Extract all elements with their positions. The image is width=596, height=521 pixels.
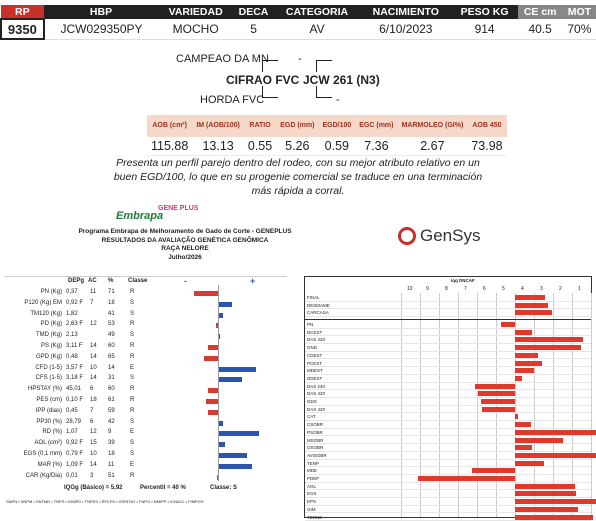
pedigree-line bbox=[316, 86, 332, 98]
dep-cell-cls: E bbox=[130, 364, 135, 371]
program-title bbox=[60, 228, 310, 262]
program-title-line: Julho/2026 bbox=[168, 253, 202, 261]
dep-bar bbox=[194, 291, 218, 296]
gensys-trait: EGS bbox=[307, 491, 317, 497]
dep-cell-trait: PES (cm) bbox=[36, 397, 62, 403]
gensys-bar bbox=[515, 422, 531, 427]
dep-cell-ac: 18 bbox=[90, 397, 97, 403]
classe-value: Classe: S bbox=[210, 485, 238, 491]
categoria-value: AV bbox=[274, 19, 360, 39]
header-rp: RP bbox=[1, 5, 44, 19]
gensys-trait: GND bbox=[307, 345, 317, 351]
dep-cell-ac: 14 bbox=[90, 353, 97, 360]
dep-bar bbox=[208, 388, 218, 393]
gensys-trait: MDEST bbox=[307, 368, 323, 374]
animal-info-table bbox=[0, 5, 596, 40]
gensys-row bbox=[305, 444, 591, 452]
dep-row bbox=[4, 374, 287, 385]
idx-value: 0.55 bbox=[244, 137, 276, 156]
header-nacimiento: NACIMIENTO bbox=[360, 5, 452, 19]
dep-cell-dep: 3,11 F bbox=[66, 343, 83, 349]
gensys-bar bbox=[418, 476, 515, 481]
gensys-trait: CSOBR bbox=[307, 422, 324, 428]
gensys-trait: AOL bbox=[307, 483, 317, 489]
gensys-trait: DDEST bbox=[307, 375, 323, 381]
gensys-bar bbox=[515, 376, 522, 381]
dep-cell-trait: PN (Kg) bbox=[40, 289, 62, 295]
gensys-row bbox=[305, 475, 591, 483]
dep-cell-ac: 14 bbox=[90, 343, 97, 349]
geneplus-logo bbox=[158, 205, 198, 213]
idx-header: EGC (mm) bbox=[355, 115, 397, 137]
dep-bar bbox=[218, 453, 247, 458]
dep-cell-dep: 0,37 bbox=[66, 289, 78, 295]
dep-cell-dep: 3,18 F bbox=[66, 375, 84, 382]
dep-cell-trait: AOL (cm²) bbox=[34, 440, 62, 447]
gensys-row bbox=[305, 506, 591, 514]
pedigree-line bbox=[316, 60, 332, 72]
dep-cell-trait: EGS (0,1 mm) bbox=[23, 451, 62, 457]
dep-cell-cls: R bbox=[130, 397, 135, 403]
dep-cell-pct: 9 bbox=[108, 429, 112, 436]
dep-cell-pct: 61 bbox=[108, 397, 115, 403]
gensys-row bbox=[305, 429, 591, 437]
gensys-trait: EPS bbox=[307, 499, 317, 505]
dep-bar bbox=[206, 399, 218, 404]
scale-label: 9 bbox=[426, 286, 429, 292]
lchart-footnote: SNPN • SNPM • SNTMD • TNPS • IOMPD • TNPES • RFCFS • IORSTAY • FNPG • NMIPP • ICNACL • FIMPGS bbox=[6, 499, 204, 504]
idx-header: MARMOLEO (GI%) bbox=[397, 115, 467, 137]
gensys-bar bbox=[515, 303, 548, 308]
dep-cell-dep: 0,92 F bbox=[66, 440, 84, 447]
block-separator bbox=[305, 319, 591, 320]
gensys-bar bbox=[515, 330, 532, 335]
dep-cell-pct: 31 bbox=[108, 375, 115, 382]
gensys-row bbox=[305, 406, 591, 414]
lchart-plus: + bbox=[250, 276, 256, 286]
gensys-trait: GDS bbox=[307, 399, 317, 404]
dep-cell-trait: GPD (Kg) bbox=[35, 353, 62, 360]
gensys-row bbox=[305, 321, 591, 329]
gensys-row bbox=[305, 383, 591, 391]
header-ce: CE cm bbox=[518, 5, 563, 19]
dep-cell-ac: 14 bbox=[90, 461, 97, 468]
gensys-bar bbox=[478, 391, 515, 396]
dep-cell-ac: 7 bbox=[90, 299, 94, 306]
gensys-row bbox=[305, 498, 591, 506]
pedigree bbox=[0, 50, 596, 110]
dep-row bbox=[4, 428, 287, 439]
gensys-row bbox=[305, 460, 591, 468]
dep-row bbox=[4, 342, 287, 353]
gensys-row bbox=[305, 375, 591, 383]
gensys-trait: PSOBR bbox=[307, 429, 323, 435]
gensys-icon bbox=[398, 227, 416, 245]
dep-cell-trait: CFD (1-5) bbox=[35, 364, 62, 371]
dep-cell-pct: 60 bbox=[108, 343, 115, 349]
variedad-value: MOCHO bbox=[158, 19, 233, 39]
dep-cell-trait: MAR (%) bbox=[37, 461, 62, 468]
dep-cell-trait: PP30 (%) bbox=[36, 418, 62, 425]
dep-cell-pct: 65 bbox=[108, 353, 115, 360]
gensys-bar bbox=[515, 461, 544, 466]
dep-cell-trait: RD (%) bbox=[42, 429, 62, 436]
dep-cell-dep: 3,57 F bbox=[66, 364, 84, 371]
dep-cell-ac: 12 bbox=[90, 429, 97, 436]
dep-cell-cls: S bbox=[130, 418, 135, 425]
dep-row bbox=[4, 299, 287, 310]
dep-cell-cls: R bbox=[130, 289, 135, 295]
header-variedad: VARIEDAD bbox=[158, 5, 233, 19]
idx-value: 115.88 bbox=[147, 137, 192, 156]
gensys-bar bbox=[515, 491, 576, 496]
gensys-bar bbox=[515, 499, 596, 504]
gensys-row bbox=[305, 390, 591, 398]
dep-cell-pct: 18 bbox=[108, 299, 115, 306]
dep-cell-dep: 0,79 F bbox=[66, 451, 84, 457]
gensys-trait: MSOBR bbox=[307, 437, 324, 443]
dep-cell-pct: 11 bbox=[108, 461, 115, 468]
embrapa-dep-chart bbox=[4, 276, 287, 516]
gensys-trait: GIM bbox=[307, 506, 316, 512]
dep-cell-cls: S bbox=[130, 310, 135, 317]
scale-label: 8 bbox=[445, 286, 448, 292]
dep-cell-dep: 1,07 bbox=[66, 429, 78, 436]
dep-cell-cls: R bbox=[130, 386, 135, 393]
geneplus-logo-text: GENE PLUS bbox=[158, 205, 199, 212]
idx-value: 2.67 bbox=[397, 137, 467, 156]
header-peso: PESO KG bbox=[452, 5, 518, 19]
animal-description: Presenta un perfil parejo dentro del rodeo, con su mejor atributo relativo en un buen EGD/100, lo que en su progenie comercial se traduce en una terminación más rápida a corral. bbox=[113, 157, 483, 197]
idx-header: AOB (cm²) bbox=[147, 115, 192, 137]
gensys-bar bbox=[515, 361, 542, 366]
dep-bar bbox=[218, 464, 252, 469]
dep-cell-dep: 2,63 F bbox=[66, 321, 84, 328]
dep-bar bbox=[218, 431, 259, 436]
gensys-row bbox=[305, 302, 591, 310]
dep-cell-cls: R bbox=[130, 472, 135, 479]
peso-value: 914 bbox=[452, 19, 518, 39]
dep-cell-dep: 0,10 F bbox=[66, 397, 84, 403]
rchart-header: Iqq DNCAF bbox=[451, 278, 475, 283]
dam-side-dash: - bbox=[336, 94, 340, 106]
dep-cell-trait: TM120 (Kg) bbox=[30, 310, 62, 317]
lchart-header: Classe bbox=[128, 278, 148, 284]
idx-value: 5.26 bbox=[276, 137, 318, 156]
gensys-row bbox=[305, 352, 591, 360]
dep-cell-pct: 49 bbox=[108, 332, 115, 339]
gensys-logo-text: GenSys bbox=[420, 226, 481, 245]
dep-bar bbox=[204, 356, 218, 361]
gensys-bar bbox=[515, 368, 534, 373]
dep-row bbox=[4, 418, 287, 429]
gensys-row bbox=[305, 452, 591, 460]
dep-cell-dep: 1,09 F bbox=[66, 461, 84, 468]
dep-row bbox=[4, 364, 287, 375]
dep-bar bbox=[208, 410, 218, 415]
dep-cell-pct: 60 bbox=[108, 386, 115, 393]
idx-header: EGD/100 bbox=[318, 115, 355, 137]
gensys-bar bbox=[501, 322, 515, 327]
carcass-indices-table bbox=[147, 115, 507, 156]
gensys-row bbox=[305, 514, 591, 521]
dep-cell-ac: 12 bbox=[90, 321, 97, 328]
gensys-trait: CDEST bbox=[307, 352, 323, 358]
gensys-trait: DAS 420 bbox=[307, 406, 326, 412]
rp-value: 9350 bbox=[1, 19, 44, 39]
gensys-trait: MDE bbox=[307, 468, 317, 474]
gensys-trait: FINAL bbox=[307, 295, 320, 300]
gensys-bar bbox=[475, 384, 515, 389]
dep-cell-trait: P120 (Kg) EM bbox=[24, 299, 62, 306]
gensys-bar bbox=[515, 515, 593, 520]
gensys-bar bbox=[515, 445, 532, 450]
sire-side-dash: - bbox=[298, 53, 302, 65]
dep-cell-ac: 7 bbox=[90, 407, 94, 414]
dep-cell-ac: 11 bbox=[90, 289, 97, 295]
program-title-line: RESULTADOS DA AVALIAÇÃO GENÉTICA GENÔMICA bbox=[101, 236, 269, 244]
gensys-row bbox=[305, 336, 591, 344]
dep-cell-pct: 53 bbox=[108, 321, 115, 328]
dep-cell-pct: 14 bbox=[108, 364, 115, 371]
header-mot: MOT bbox=[563, 5, 596, 19]
dep-cell-trait: CFS (1-5) bbox=[35, 375, 62, 382]
dep-bar bbox=[218, 442, 225, 447]
dep-row bbox=[4, 450, 287, 461]
idx-value: 7.36 bbox=[355, 137, 397, 156]
dep-cell-dep: 0,48 bbox=[66, 353, 78, 360]
lchart-header: AC bbox=[88, 278, 97, 284]
idx-header: RATIO bbox=[244, 115, 276, 137]
gensys-trait: TENP bbox=[307, 460, 320, 466]
gensys-chart bbox=[304, 276, 592, 518]
gensys-bar bbox=[515, 430, 596, 435]
mot-value: 70% bbox=[563, 19, 596, 39]
gensys-bar bbox=[515, 337, 583, 342]
percentil-value: Percentil = 40 % bbox=[140, 485, 186, 491]
dep-cell-trait: PS (Kg) bbox=[40, 343, 62, 349]
sire-name: CIFRAO FVC bbox=[226, 73, 300, 87]
gensys-bar bbox=[515, 345, 581, 350]
gensys-bar bbox=[515, 353, 538, 358]
dam-name: JCW 261 (N3) bbox=[303, 73, 380, 87]
dep-cell-ac: 6 bbox=[90, 386, 94, 393]
dep-cell-cls: S bbox=[130, 440, 135, 447]
gensys-trait: OSOBR bbox=[307, 445, 324, 451]
gensys-row bbox=[305, 309, 591, 317]
dam-of-sire: HORDA FVC bbox=[200, 94, 265, 106]
dep-row bbox=[4, 461, 287, 472]
gensys-trait: AVISOBR bbox=[307, 452, 327, 458]
dep-cell-dep: 28,79 bbox=[66, 418, 82, 425]
gensys-row bbox=[305, 367, 591, 375]
gensys-row bbox=[305, 421, 591, 429]
dep-cell-ac: 14 bbox=[90, 375, 97, 382]
dep-cell-ac: 15 bbox=[90, 440, 97, 447]
scale-label: 1 bbox=[578, 286, 581, 292]
dep-cell-cls: S bbox=[130, 332, 135, 339]
dep-cell-ac: 6 bbox=[90, 418, 94, 425]
dep-cell-cls: R bbox=[130, 407, 135, 414]
sire-of-sire: CAMPEAO DA MN bbox=[176, 53, 269, 65]
idx-value: 0.59 bbox=[318, 137, 355, 156]
dep-cell-dep: 2,13 bbox=[66, 332, 78, 339]
program-title-line: Programa Embrapa de Melhoramento de Gado de Corte - GENEPLUS bbox=[78, 228, 292, 235]
gensys-logo bbox=[398, 226, 480, 246]
scale-label: 3 bbox=[540, 286, 543, 292]
gensys-trait: PDEP bbox=[307, 476, 320, 481]
dep-bar bbox=[208, 345, 218, 350]
ce-value: 40.5 bbox=[518, 19, 563, 39]
header-hbp: HBP bbox=[44, 5, 159, 19]
dep-row bbox=[4, 407, 287, 418]
scale-label: 5 bbox=[502, 286, 505, 292]
dep-row bbox=[4, 396, 287, 407]
dep-row bbox=[4, 353, 287, 364]
gensys-bar bbox=[481, 399, 515, 404]
dep-cell-ac: 3 bbox=[90, 472, 94, 479]
gensys-bar bbox=[515, 310, 552, 315]
hbp-value: JCW029350PY bbox=[44, 19, 159, 39]
gensys-trait: DAS 420 bbox=[307, 337, 326, 343]
dep-cell-cls: R bbox=[130, 353, 135, 360]
scale-label: 2 bbox=[559, 286, 562, 292]
gensys-trait: PCEST bbox=[307, 360, 323, 366]
grid-line bbox=[591, 293, 592, 517]
gensys-row bbox=[305, 344, 591, 352]
gensys-row bbox=[305, 490, 591, 498]
embrapa-logo bbox=[116, 210, 163, 222]
dep-cell-pct: 39 bbox=[108, 440, 115, 447]
dep-cell-pct: 59 bbox=[108, 407, 115, 414]
dep-cell-cls: S bbox=[130, 451, 135, 457]
dep-cell-dep: 1,82 bbox=[66, 310, 78, 317]
dep-cell-pct: 71 bbox=[108, 289, 115, 295]
scale-label: 4 bbox=[521, 286, 524, 292]
scale-label: 10 bbox=[407, 286, 413, 292]
dep-cell-cls: S bbox=[130, 299, 135, 306]
dep-cell-ac: 10 bbox=[90, 364, 97, 371]
lchart-header: DEPg bbox=[68, 278, 85, 284]
gensys-row bbox=[305, 483, 591, 491]
gensys-trait: CAT bbox=[307, 414, 316, 420]
pedigree-line bbox=[262, 60, 278, 72]
gensys-bar bbox=[515, 295, 545, 300]
dep-zero-axis bbox=[218, 285, 219, 481]
gensys-bar bbox=[515, 453, 596, 458]
deca-value: 5 bbox=[233, 19, 274, 39]
iqg-value: IQGg (Básico) = 5,92 bbox=[64, 485, 123, 491]
gensys-trait: PN bbox=[307, 322, 314, 327]
dep-cell-trait: HPSTAY (%) bbox=[27, 386, 62, 393]
idx-header: AOB 450 bbox=[467, 115, 506, 137]
scale-label: 7 bbox=[464, 286, 467, 292]
gensys-bar bbox=[515, 414, 518, 419]
gensys-bar bbox=[515, 507, 578, 512]
dep-cell-trait: TMD (Kg) bbox=[36, 332, 62, 339]
header-categoria: CATEGORIA bbox=[274, 5, 360, 19]
dep-cell-cls: R bbox=[130, 321, 135, 328]
dep-cell-dep: 0,92 F bbox=[66, 299, 84, 306]
embrapa-logo-text: Embrapa bbox=[116, 210, 164, 222]
gensys-trait: TERNE bbox=[307, 514, 323, 520]
pedigree-line bbox=[262, 86, 278, 98]
gensys-trait: DCEST bbox=[307, 329, 323, 335]
idx-value: 13.13 bbox=[192, 137, 244, 156]
dep-cell-cls: S bbox=[130, 375, 135, 382]
dep-bar bbox=[218, 377, 242, 382]
dep-cell-trait: PD (Kg) bbox=[40, 321, 62, 328]
dep-row bbox=[4, 310, 287, 321]
program-title-line: RAÇA NELORE bbox=[161, 245, 209, 252]
gensys-row bbox=[305, 398, 591, 406]
dep-row bbox=[4, 331, 287, 342]
idx-value: 73.98 bbox=[467, 137, 506, 156]
idx-header: EGD (mm) bbox=[276, 115, 318, 137]
gensys-trait: DAS 240 bbox=[307, 383, 326, 389]
gensys-row bbox=[305, 413, 591, 421]
dep-row bbox=[4, 320, 287, 331]
idx-header: IM (AOB/100) bbox=[192, 115, 244, 137]
dep-cell-trait: CAR (Kg/Dia) bbox=[25, 472, 62, 479]
gensys-row bbox=[305, 360, 591, 368]
dep-cell-cls: E bbox=[130, 429, 135, 436]
gensys-bar bbox=[515, 484, 575, 489]
gensys-trait: DAS 420 bbox=[307, 391, 326, 397]
gensys-trait: CARCASA bbox=[307, 310, 329, 316]
dep-cell-dep: 45,01 bbox=[66, 386, 82, 393]
dep-row bbox=[4, 385, 287, 396]
gensys-bar bbox=[482, 407, 515, 412]
gensys-trait: DESMAME bbox=[307, 302, 330, 308]
dep-cell-cls: E bbox=[130, 461, 135, 468]
dep-cell-pct: 51 bbox=[108, 472, 115, 479]
scale-label: 6 bbox=[483, 286, 486, 292]
dep-cell-pct: 41 bbox=[108, 310, 115, 317]
dep-cell-cls: R bbox=[130, 343, 135, 349]
gensys-bar bbox=[515, 438, 563, 443]
dep-row bbox=[4, 439, 287, 450]
gensys-row bbox=[305, 437, 591, 445]
dep-row bbox=[4, 288, 287, 299]
dep-cell-pct: 42 bbox=[108, 418, 115, 425]
header-deca: DECA bbox=[233, 5, 274, 19]
gensys-row bbox=[305, 467, 591, 475]
dep-bar bbox=[218, 302, 232, 307]
lchart-header: % bbox=[108, 278, 114, 284]
dep-cell-dep: 0,45 bbox=[66, 407, 78, 414]
gensys-row bbox=[305, 329, 591, 337]
lchart-minus: - bbox=[184, 276, 187, 286]
dep-row bbox=[4, 472, 287, 483]
dep-cell-ac: 10 bbox=[90, 451, 97, 457]
gensys-row bbox=[305, 294, 591, 302]
dep-cell-pct: 18 bbox=[108, 451, 115, 457]
nacimiento-value: 6/10/2023 bbox=[360, 19, 452, 39]
dep-cell-trait: IPP (dias) bbox=[35, 407, 62, 414]
gensys-bar bbox=[472, 468, 515, 473]
dep-bar bbox=[218, 367, 256, 372]
dep-cell-dep: 0,01 bbox=[66, 472, 78, 479]
